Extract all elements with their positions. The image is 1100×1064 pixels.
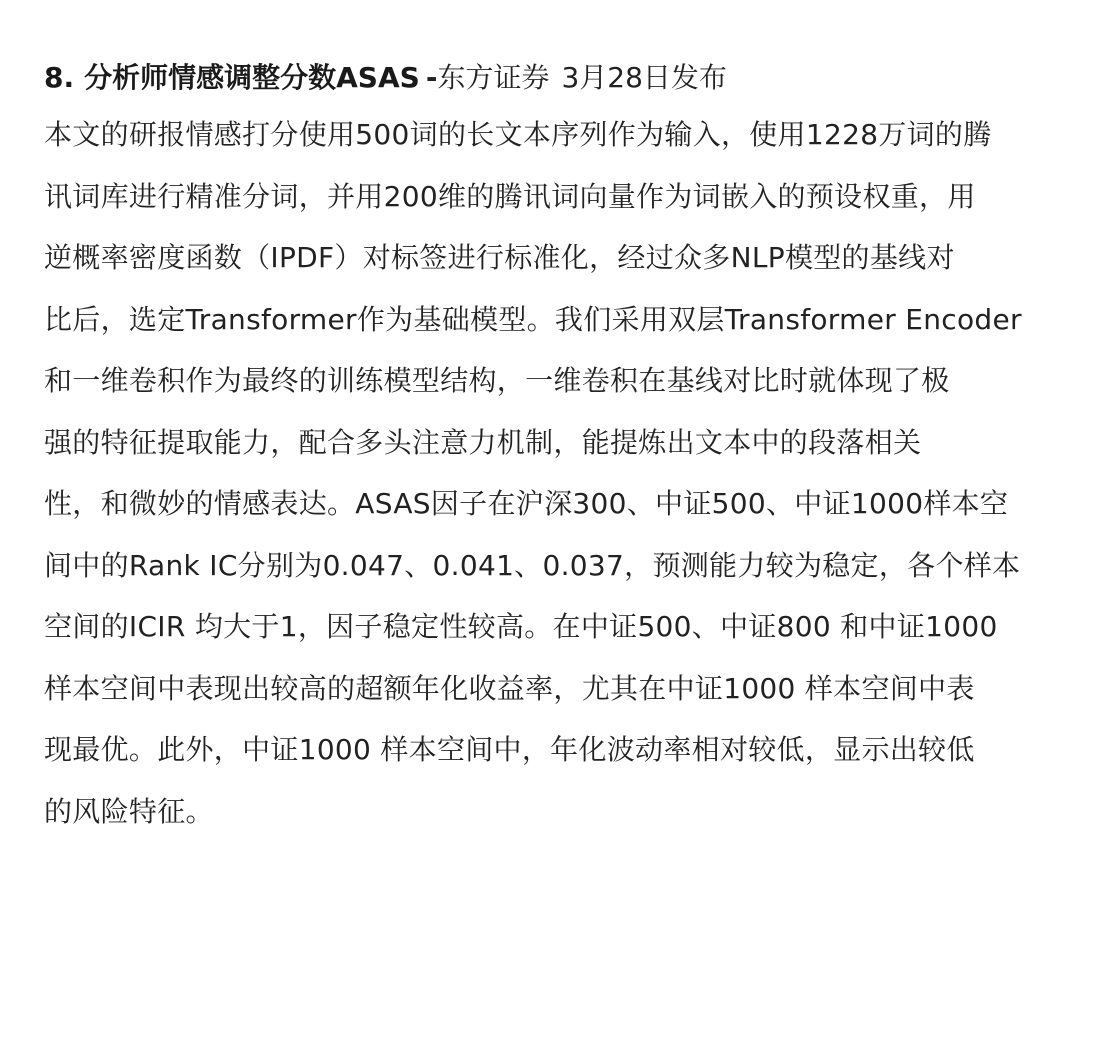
paragraph-line: 空间的ICIR 均大于1，因子稳定性较高。在中证500、中证800 和中证1000 — [44, 610, 998, 643]
body-paragraph — [44, 104, 1070, 842]
section-title: 分析师情感调整分数ASAS — [84, 61, 420, 94]
paragraph-line: 样本空间中表现出较高的超额年化收益率，尤其在中证1000 样本空间中表 — [44, 671, 975, 705]
paragraph-line: 现最优。此外，中证1000 样本空间中，年化波动率相对较低，显示出较低 — [44, 733, 975, 766]
paragraph-line: 间中的Rank IC分别为0.047、0.041、0.037，预测能力较为稳定，各个样本 — [44, 548, 1021, 582]
paragraph-line: 的风险特征。 — [44, 794, 214, 828]
article — [44, 52, 1070, 842]
paragraph-line: 讯词库进行精准分词，并用200维的腾讯词向量作为词嵌入的预设权重，用 — [44, 179, 976, 213]
title-separator: - — [425, 61, 438, 94]
paragraph-line: 逆概率密度函数（IPDF）对标签进行标准化，经过众多NLP模型的基线对 — [44, 241, 955, 274]
paragraph-line: 性，和微妙的情感表达。ASAS因子在沪深300、中证500、中证1000样本空 — [44, 487, 1009, 520]
publish-date: 3月28日发布 — [561, 61, 727, 94]
section-heading — [44, 52, 1070, 104]
paragraph-line: 比后，选定Transformer作为基础模型。我们采用双层Transformer Encoder — [44, 302, 1022, 336]
paragraph-line: 强的特征提取能力，配合多头注意力机制，能提炼出文本中的段落相关 — [44, 425, 922, 459]
publisher: 东方证券 — [437, 61, 550, 94]
section-number: 8. — [44, 61, 75, 94]
paragraph-line: 本文的研报情感打分使用500词的长文本序列作为输入，使用1228万词的腾 — [44, 118, 992, 151]
paragraph-line: 和一维卷积作为最终的训练模型结构，一维卷积在基线对比时就体现了极 — [44, 364, 950, 397]
